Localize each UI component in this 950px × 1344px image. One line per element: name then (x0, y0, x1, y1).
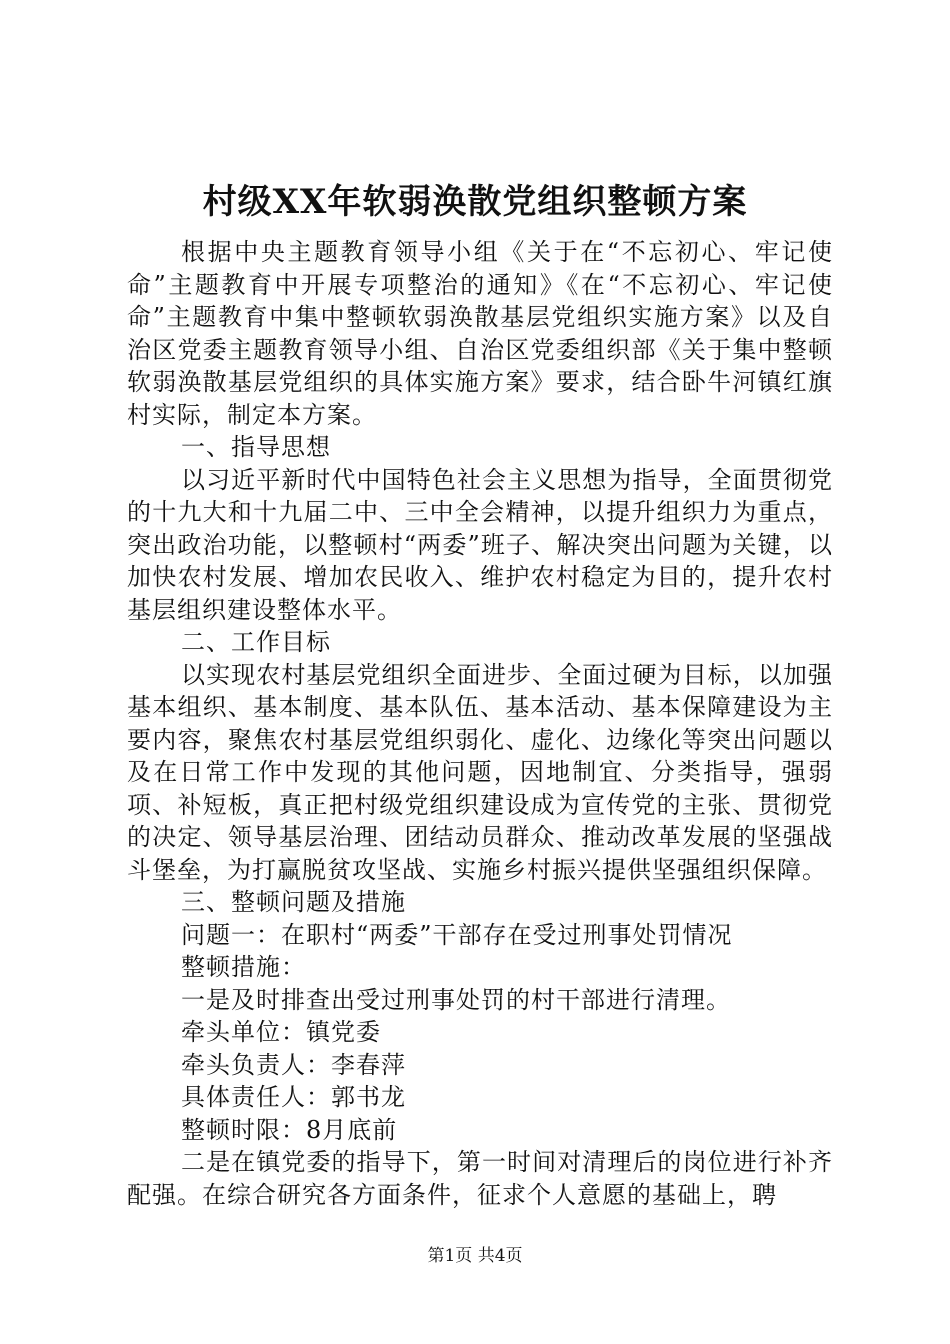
guiding-ideology-paragraph: 以习近平新时代中国特色社会主义思想为指导，全面贯彻党的十九大和十九届二中、三中全会精神，以提升组织力为重点，突出政治功能，以整顿村“两委”班子、解决突出问题为关键，以加快农村发展、增加农民收入、维护农村稳定为目的，提升农村基层组织建设整体水平。 (127, 465, 833, 624)
section-heading-guiding-ideology: 一、指导思想 (181, 433, 331, 461)
measures-label: 整顿措施： (181, 953, 306, 981)
measure-one: 一是及时排查出受过刑事处罚的村干部进行清理。 (181, 985, 731, 1014)
page-footer: 第1页 共4页 (427, 1246, 523, 1266)
intro-paragraph: 根据中央主题教育领导小组《关于在“不忘初心、牢记使命”主题教育中开展专项整治的通知》《在“不忘初心、牢记使命”主题教育中集中整顿软弱涣散基层党组织实施方案》以及自治区党委主题教育领导小组、自治区党委组织部《关于集中整顿软弱涣散基层党组织的具体实施方案》要求，结合卧牛河镇红旗村实际，制定本方案。 (127, 238, 833, 429)
section-heading-work-goals: 二、工作目标 (181, 628, 331, 656)
responsible-person: 具体责任人：郭书龙 (181, 1083, 406, 1111)
measure-two: 二是在镇党委的指导下，第一时间对清理后的岗位进行补齐配强。在综合研究各方面条件，征求个人意愿的基础上，聘 (127, 1148, 833, 1209)
lead-person: 牵头负责人：李春萍 (181, 1050, 406, 1079)
lead-unit: 牵头单位：镇党委 (181, 1018, 381, 1046)
deadline: 整顿时限：8月底前 (181, 1115, 398, 1144)
document-body (127, 236, 833, 1211)
document-title: 村级XX年软弱涣散党组织整顿方案 (202, 182, 748, 222)
work-goals-paragraph: 以实现农村基层党组织全面进步、全面过硬为目标，以加强基本组织、基本制度、基本队伍、基本活动、基本保障建设为主要内容，聚焦农村基层党组织弱化、虚化、边缘化等突出问题以及在日常工作中发现的其他问题，因地制宜、分类指导，强弱项、补短板，真正把村级党组织建设成为宣传党的主张、贯彻党的决定、领导基层治理、团结动员群众、推动改革发展的坚强战斗堡垒，为打赢脱贫攻坚战、实施乡村振兴提供坚强组织保障。 (127, 660, 833, 884)
section-heading-problems-measures: 三、整顿问题及措施 (181, 888, 406, 916)
problem-one: 问题一：在职村“两委”干部存在受过刑事处罚情况 (181, 920, 733, 949)
